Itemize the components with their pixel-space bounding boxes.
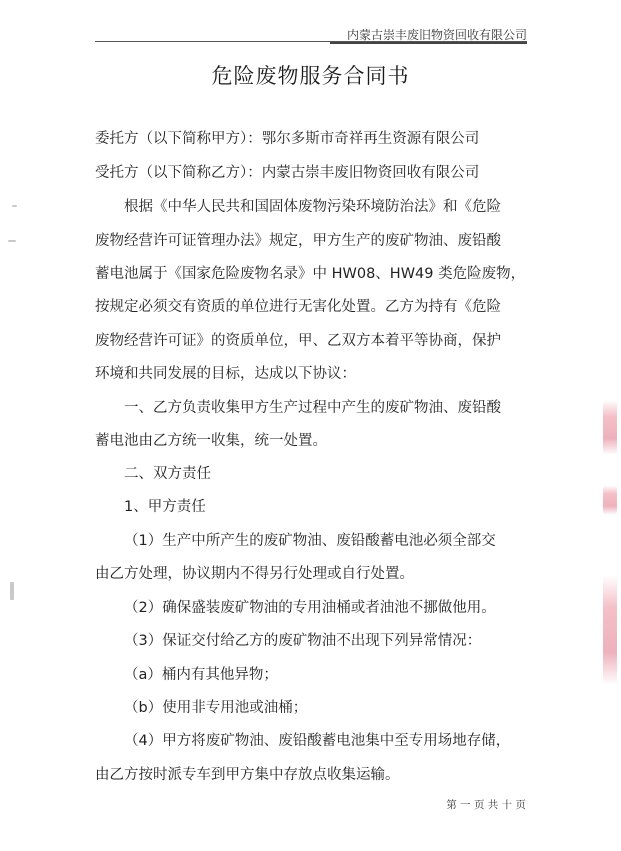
item-3a-line: （a）桶内有其他异物； — [124, 667, 278, 683]
item-3-line: （3）保证交付给乙方的废矿物油不出现下列异常情况： — [124, 633, 482, 649]
header-rule-accent — [330, 42, 527, 44]
party-a-line: 委托方（以下简称甲方）：鄂尔多斯市奇祥再生资源有限公司 — [95, 131, 480, 147]
header-company-name: 内蒙古崇丰废旧物资回收有限公司 — [346, 28, 527, 42]
item-4-line: 由乙方按时派专车到甲方集中存放点收集运输。 — [95, 767, 400, 783]
body-line: 蓄电池属于《国家危险废物名录》中 HW08、HW49 类危险废物， — [95, 266, 526, 282]
subsection-heading: 1、甲方责任 — [124, 499, 206, 515]
item-4-line: （4）甲方将废矿物油、废铅酸蓄电池集中至专用场地存储， — [124, 733, 511, 749]
scan-mark — [12, 205, 17, 207]
item-1-line: （1）生产中所产生的废矿物油、废铅酸蓄电池必须全部交 — [124, 533, 496, 549]
body-line: 按规定必须交有资质的单位进行无害化处置。乙方为持有《危险 — [95, 299, 501, 315]
item-1-line: 由乙方处理，协议期内不得另行处理或自行处置。 — [95, 566, 414, 582]
clause-1-line: 蓄电池由乙方统一收集，统一处置。 — [95, 433, 327, 449]
item-2-line: （2）确保盛装废矿物油的专用油桶或者油池不挪做他用。 — [124, 600, 496, 616]
body-line: 环境和共同发展的目标，达成以下协议： — [95, 366, 356, 382]
body-line: 废物经营许可证》的资质单位，甲、乙双方本着平等协商，保护 — [95, 333, 501, 349]
party-b-line: 受托方（以下简称乙方）：内蒙古崇丰废旧物资回收有限公司 — [95, 165, 480, 181]
scan-mark — [8, 240, 16, 242]
seal-fragment — [603, 400, 617, 455]
body-line: 废物经营许可证管理办法》规定，甲方生产的废矿物油、废铅酸 — [95, 233, 501, 249]
seal-fragment — [603, 575, 617, 685]
body-line: 根据《中华人民共和国固体废物污染环境防治法》和《危险 — [124, 199, 501, 215]
page-number: 第 一 页 共 十 页 — [446, 799, 526, 811]
clause-1-line: 一、乙方负责收集甲方生产过程中产生的废矿物油、废铅酸 — [124, 400, 501, 416]
section-heading: 二、双方责任 — [124, 466, 211, 482]
document-title: 危险废物服务合同书 — [211, 64, 410, 88]
seal-fragment — [603, 485, 617, 515]
item-3b-line: （b）使用非专用池或油桶； — [124, 700, 308, 716]
scan-mark — [10, 582, 14, 600]
